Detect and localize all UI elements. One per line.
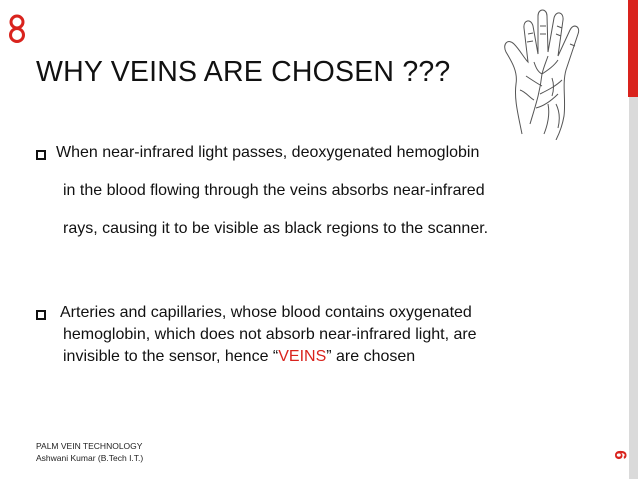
slide-number: 6: [611, 450, 630, 460]
checkbox-bullet-icon: [36, 150, 46, 160]
bullet-2-line-1: Arteries and capillaries, whose blood contains oxygenated: [60, 304, 472, 321]
palm-vein-sketch: [500, 4, 616, 140]
bullet-2-line-3: [63, 348, 415, 366]
bullet-1-line-1: When near-infrared light passes, deoxygenated hemoglobin: [56, 144, 480, 161]
footer-title: PALM VEIN TECHNOLOGY: [36, 441, 143, 451]
bullet-2-line-3-prefix: invisible to the sensor, hence “: [63, 348, 279, 365]
slide-title: WHY VEINS ARE CHOSEN ???: [36, 56, 451, 88]
footer-author: Ashwani Kumar (B.Tech I.T.): [36, 453, 144, 463]
accent-bar: [628, 0, 638, 97]
footer: [36, 440, 143, 464]
bullet-2-line-3-suffix: ” are chosen: [326, 348, 416, 365]
checkbox-bullet-icon: [36, 310, 46, 320]
bullet-1-line-3: rays, causing it to be visible as black regions to the scanner.: [63, 220, 489, 237]
sidebar-strip: [629, 97, 638, 479]
bullet-2-line-2: hemoglobin, which does not absorb near-infrared light, are: [63, 326, 477, 343]
bullet-1-line-2: in the blood flowing through the veins absorbs near-infrared: [63, 182, 485, 199]
highlight-veins: VEINS: [278, 348, 327, 365]
infinity-loop-logo-icon: [6, 14, 28, 44]
